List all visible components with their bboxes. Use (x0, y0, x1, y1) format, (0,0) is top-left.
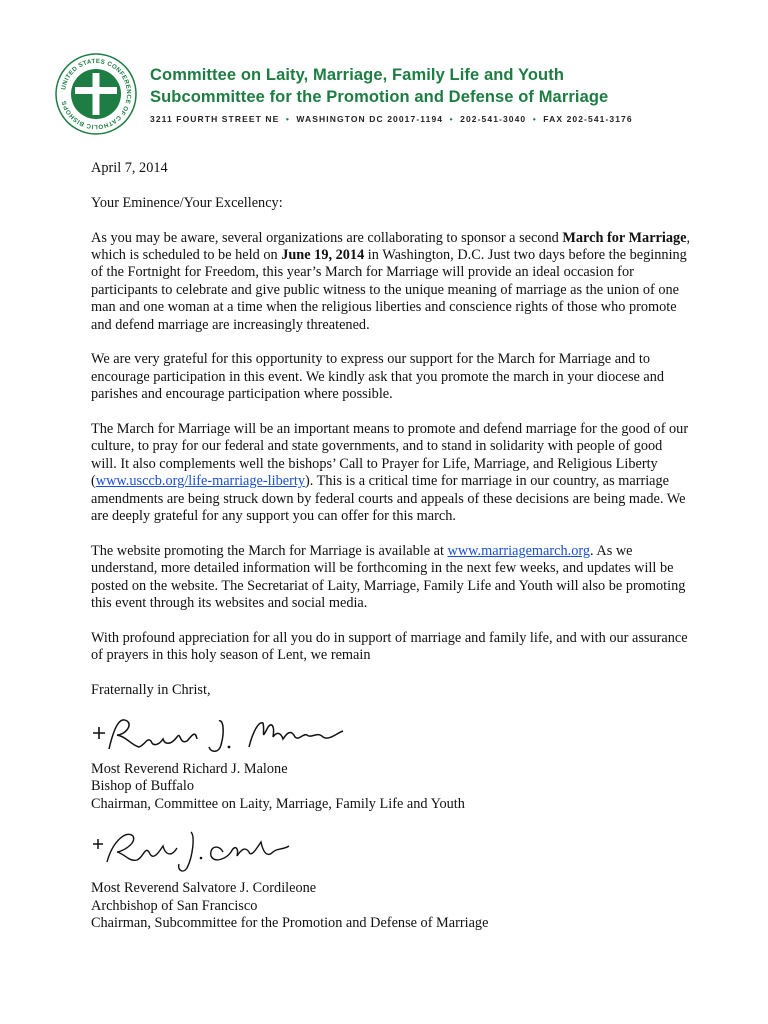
address-phone: 202-541-3040 (460, 114, 527, 124)
paragraph-3 (91, 421, 691, 525)
paragraph-5: With profound appreciation for all you do in support of marriage and family life, and with our assurance of prayers in this holy season of Lent, we remain (91, 629, 688, 664)
address-fax: FAX 202-541-3176 (543, 114, 633, 124)
address-line (150, 114, 633, 124)
separator-dot: • (449, 114, 454, 124)
separator-dot: • (285, 114, 290, 124)
closing: Fraternally in Christ, (91, 682, 211, 699)
paragraph-2: We are very grateful for this opportunity to express our support for the March for Marriage and to encourage participation in this event. We kindly ask that you promote the march in your diocese and parishes and encourage participation where possible. (91, 351, 665, 403)
signature-cordileone (91, 822, 291, 878)
signer-2-title: Archbishop of San Francisco (91, 897, 258, 914)
committee-name: Committee on Laity, Marriage, Family Life and Youth (150, 66, 564, 84)
separator-dot: • (532, 114, 537, 124)
text: , which is scheduled to be held on (91, 229, 691, 263)
text: The March for Marriage will be an important means to promote and defend marriage for the good of our culture, to pray for our federal and state governments, and to stand in solidarity with people of good will. It also complements well the bishops’ Call to Prayer for Life, Marriage, and Religious Liberty ( (91, 421, 689, 490)
seal-text: UNITED STATES CONFERENCE OF CATHOLIC BISHOPS (60, 57, 133, 131)
marriagemarch-link[interactable]: www.marriagemarch.org (447, 542, 591, 559)
signer-1-role: Chairman, Committee on Laity, Marriage, Family Life and Youth (91, 795, 465, 812)
text: . As we understand, more detailed information will be forthcoming in the next few weeks, and updates will be posted on the website. The Secretariat of Laity, Marriage, Family Life and Youth will also be promoting this event through its websites and social media. (91, 542, 686, 612)
letterhead (54, 52, 744, 132)
address-street: 3211 FOURTH STREET NE (150, 114, 280, 124)
signer-1-name: Most Reverend Richard J. Malone (91, 760, 288, 777)
signer-1-block (91, 761, 691, 813)
letterhead-text (150, 64, 633, 124)
paragraph-4 (91, 543, 691, 613)
signer-2-role: Chairman, Subcommittee for the Promotion and Defense of Marriage (91, 915, 489, 932)
signer-1-title: Bishop of Buffalo (91, 778, 194, 795)
address-city: WASHINGTON DC 20017-1194 (296, 114, 444, 124)
signer-2-name: Most Reverend Salvatore J. Cordileone (91, 880, 317, 897)
text: The website promoting the March for Marriage is available at (91, 542, 448, 559)
letter-date: April 7, 2014 (91, 160, 168, 176)
text: ). This is a critical time for marriage in our country, as marriage amendments are being struck down by federal courts and appeals of these decisions are being made. We are deeply grateful for any support you can offer for this march. (91, 473, 686, 525)
event-date: June 19, 2014 (281, 247, 365, 263)
letter-body (91, 160, 691, 950)
text: in Washington, D.C. Just two days before the beginning of the Fortnight for Freedom, this year’s March for Marriage will provide an ideal occasion for participants to celebrate and give public witness to the unique meaning of marriage as the union of one man and one woman at a time when the religious liberties and conscience rights of those who promote and defend marriage are increasingly threatened. (91, 247, 687, 333)
usccb-link[interactable]: www.usccb.org/life-marriage-liberty (95, 473, 305, 490)
salutation: Your Eminence/Your Excellency: (91, 194, 283, 211)
signature-malone (91, 711, 351, 759)
signer-2-block (91, 880, 691, 932)
paragraph-1 (91, 230, 691, 334)
usccb-seal-logo (54, 52, 138, 136)
event-name: March for Marriage (562, 229, 687, 246)
subcommittee-name: Subcommittee for the Promotion and Defense of Marriage (150, 88, 609, 106)
text: As you may be aware, several organizations are collaborating to sponsor a second (91, 229, 563, 246)
